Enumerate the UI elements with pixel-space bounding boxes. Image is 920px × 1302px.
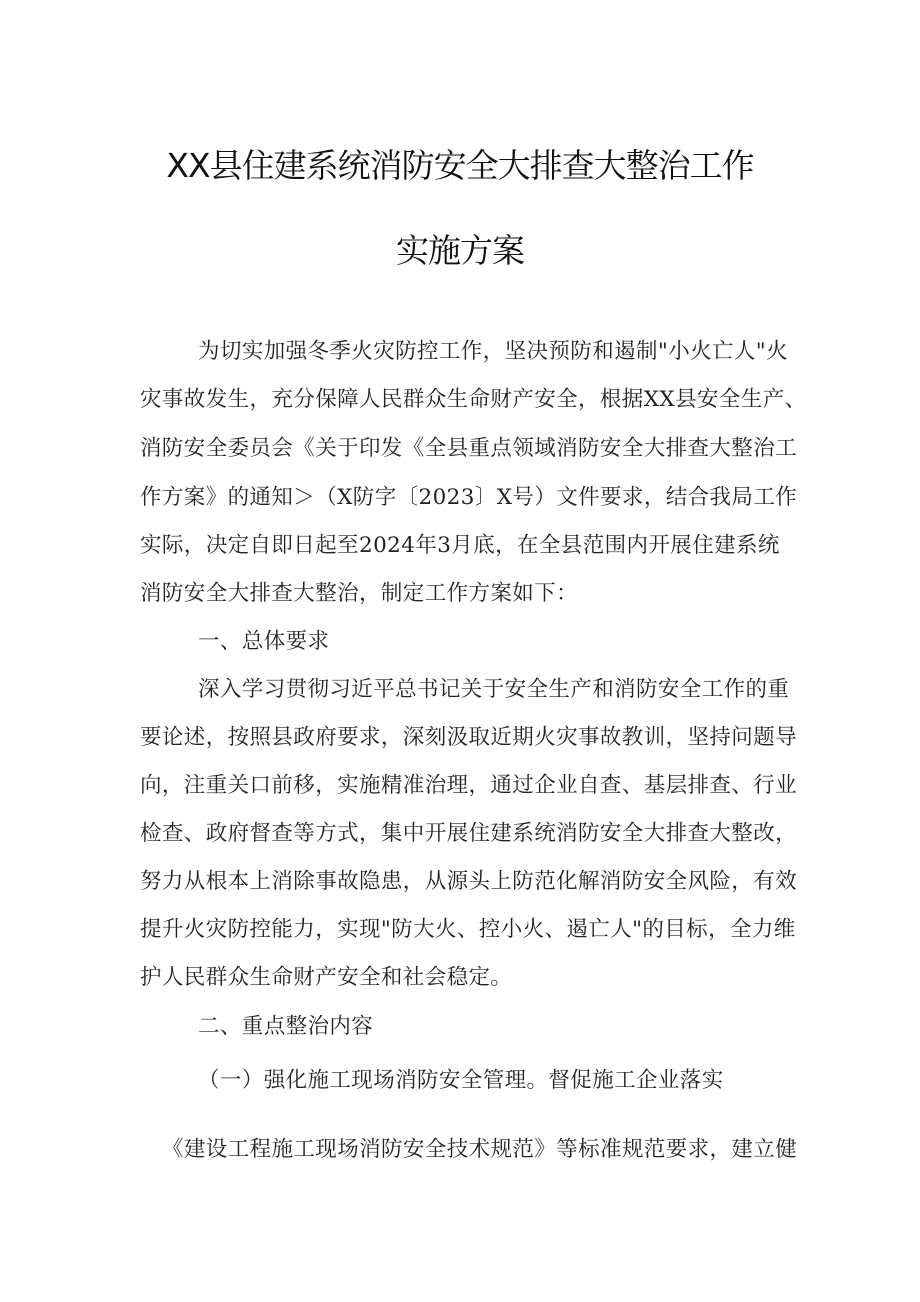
paragraph-requirements-line: 向，注重关口前移，实施精准治理，通过企业自查、基层排查、行业 — [140, 773, 798, 798]
paragraph-requirements-line: 护人民群众生命财产安全和社会稳定。 — [140, 965, 513, 990]
section-heading-general-requirements: 一、总体要求 — [198, 629, 330, 654]
paragraph-requirements-line: 深入学习贯彻习近平总书记关于安全生产和消防安全工作的重 — [198, 677, 790, 702]
paragraph-requirements-line: 检查、政府督查等方式，集中开展住建系统消防安全大排查大整改， — [140, 821, 798, 846]
paragraph-intro-line: 消防安全大排查大整治，制定工作方案如下： — [140, 581, 579, 606]
paragraph-intro-line: 消防安全委员会《关于印发《全县重点领域消防安全大排查大整治工 — [140, 436, 798, 461]
paragraph-requirements-line: 要论述，按照县政府要求，深刻汲取近期火灾事故教训，坚持问题导 — [140, 725, 798, 750]
subsection-heading-construction-site: （一）强化施工现场消防安全管理。督促施工企业落实 — [198, 1068, 724, 1093]
document-title-line-1: XX县住建系统消防安全大排查大整治工作 — [166, 146, 754, 185]
paragraph-requirements-line: 努力从根本上消除事故隐患，从源头上防范化解消防安全风险，有效 — [140, 869, 798, 894]
paragraph-intro-line: 灾事故发生，充分保障人民群众生命财产安全，根据XX县安全生产、 — [140, 387, 807, 412]
section-heading-key-rectification: 二、重点整治内容 — [198, 1014, 374, 1039]
paragraph-intro-line: 实际，决定自即日起至2024年3月底，在全县范围内开展住建系统 — [140, 533, 780, 558]
paragraph-intro-line: 为切实加强冬季火灾防控工作，坚决预防和遏制"小火亡人"火 — [198, 339, 788, 364]
paragraph-construction-site-line: 《建设工程施工现场消防安全技术规范》等标准规范要求，建立健 — [162, 1137, 798, 1162]
paragraph-requirements-line: 提升火灾防控能力，实现"防大火、控小火、遏亡人"的目标，全力维 — [140, 917, 796, 942]
document-title-line-2: 实施方案 — [396, 231, 524, 270]
paragraph-intro-line: 作方案》的通知＞（X防字〔2023〕X号）文件要求，结合我局工作 — [140, 485, 798, 510]
